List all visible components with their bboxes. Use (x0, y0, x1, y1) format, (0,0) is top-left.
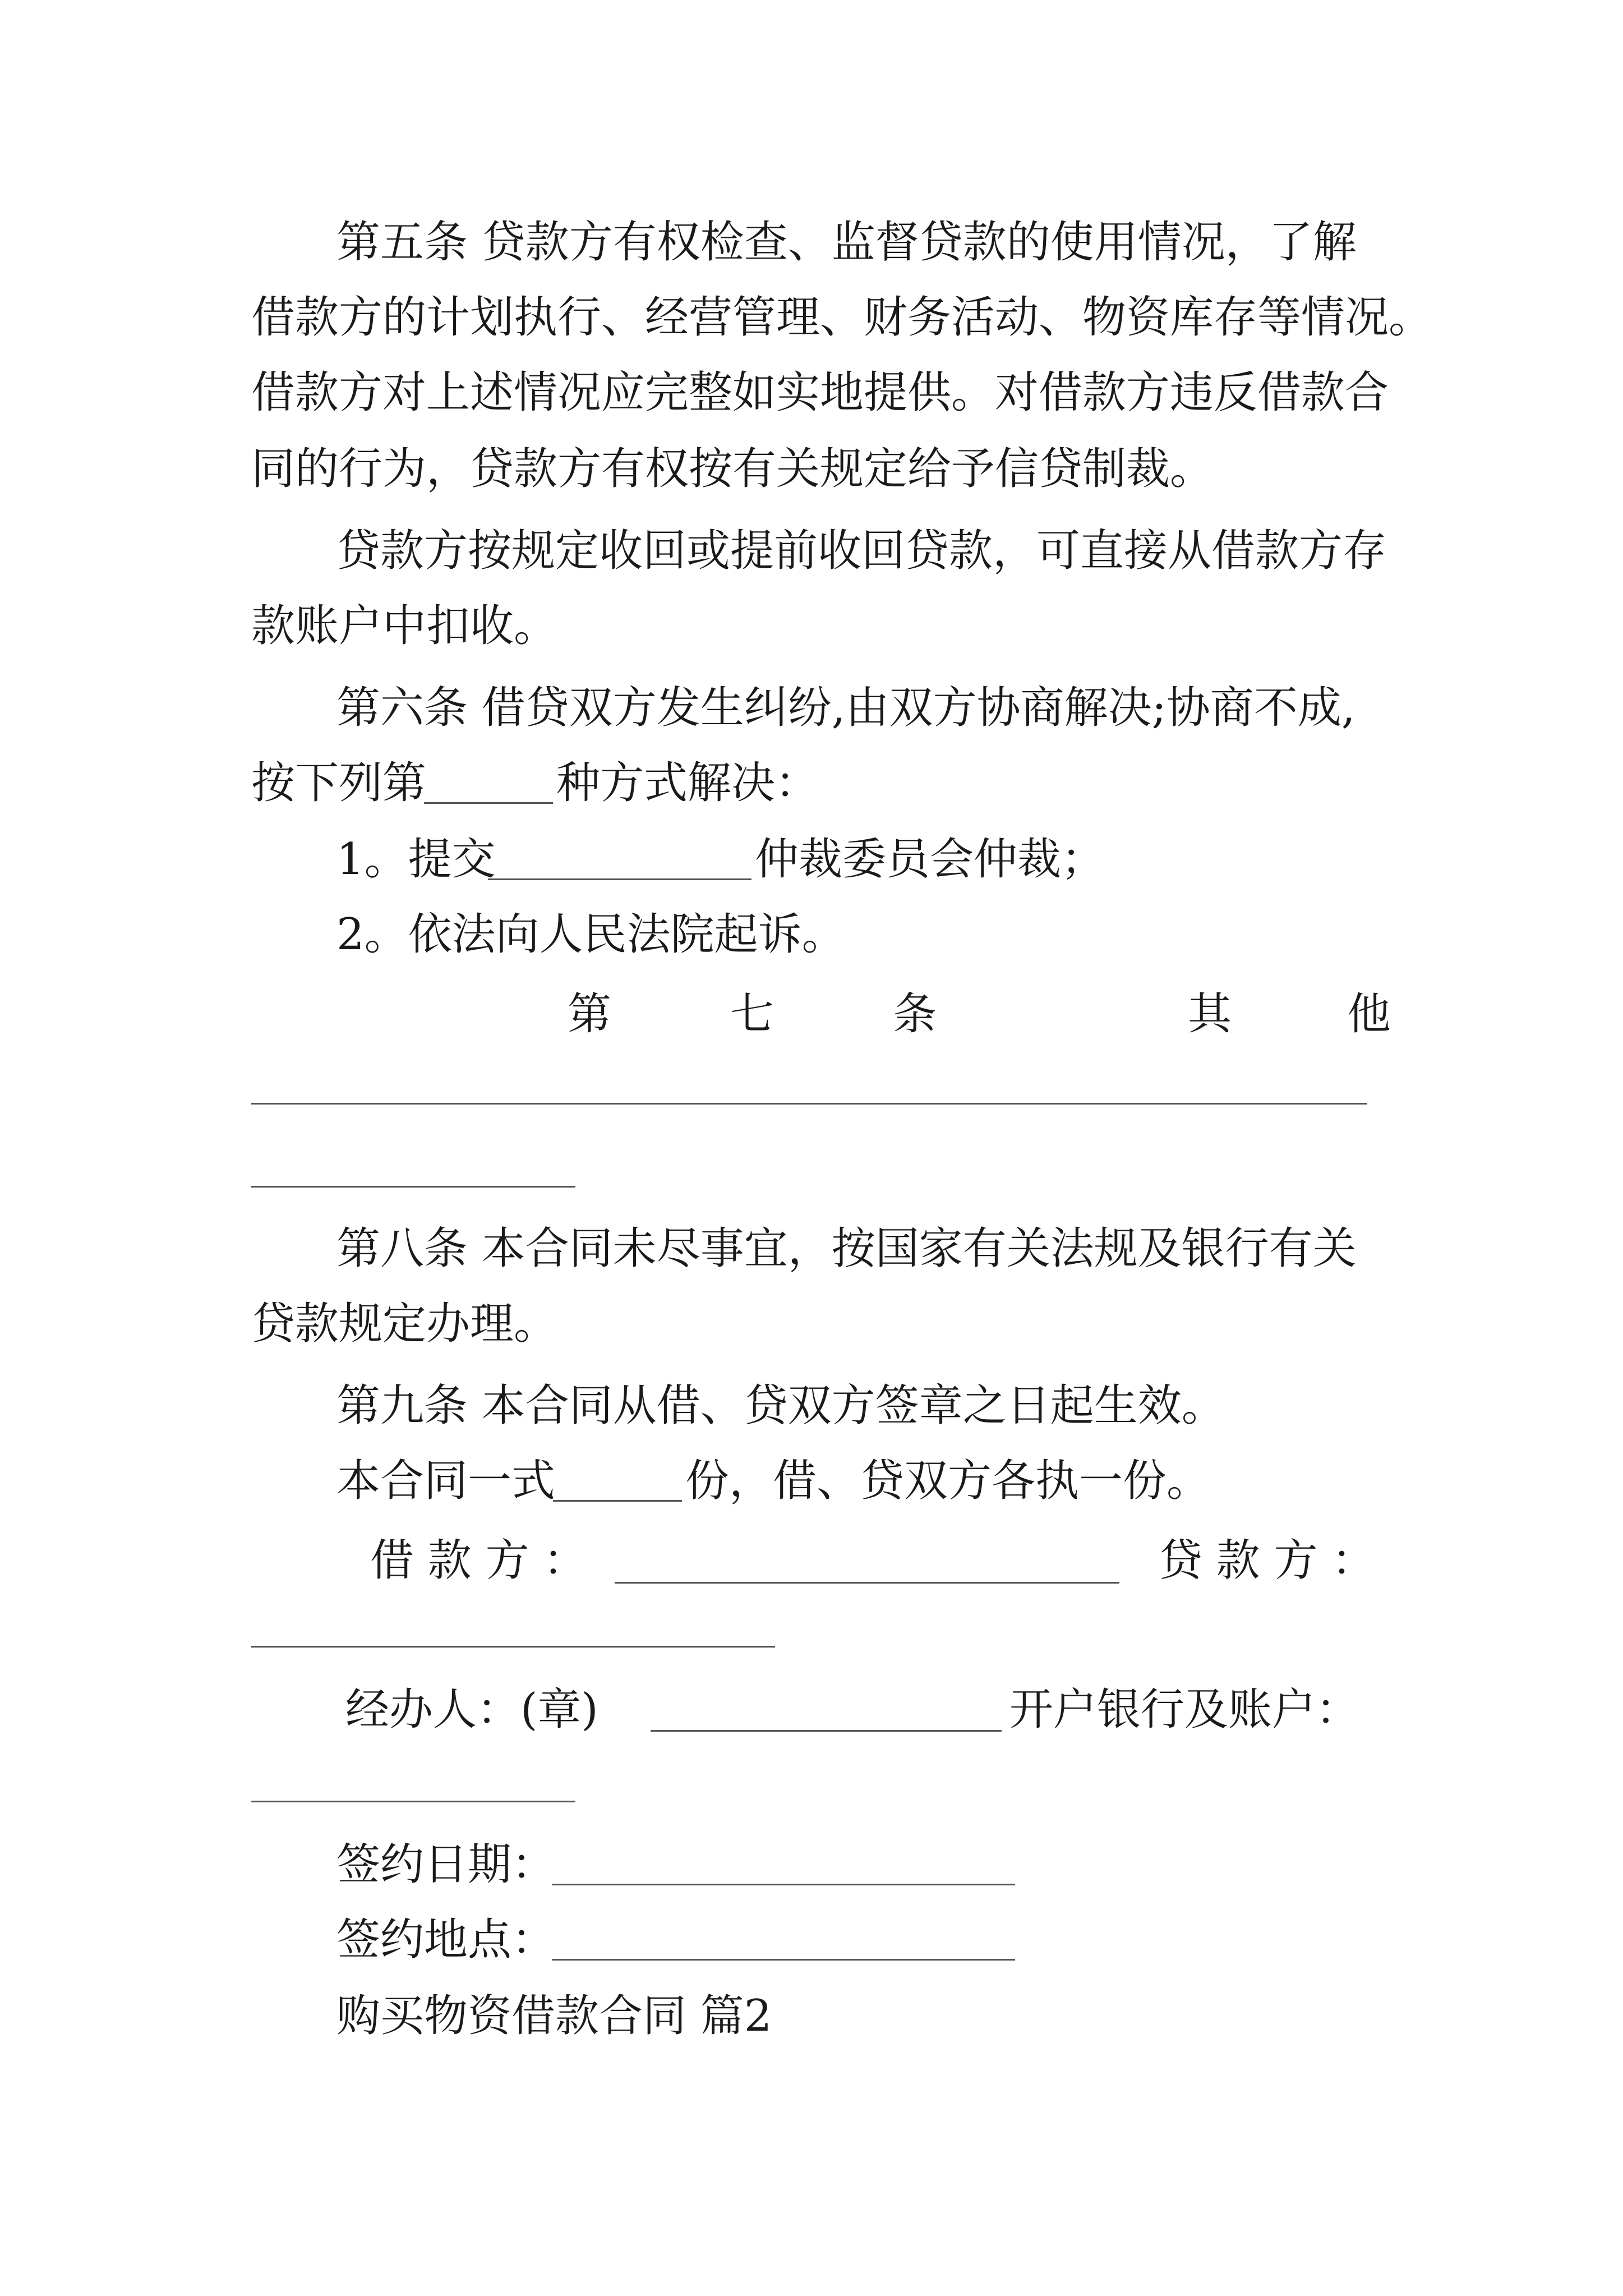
sign-date-line (0, 1825, 1623, 1904)
article-9-line (0, 1366, 1623, 1445)
article-6-text-2a: 按下列第 (251, 758, 427, 808)
option-1-text-a: 1。提交 (336, 834, 496, 885)
article-6-text-2b: 种方式解决： (556, 758, 819, 808)
agent-label: 经办人：(章) (345, 1685, 598, 1735)
blank-sign-date[interactable] (552, 1884, 1015, 1885)
blank-agent[interactable] (651, 1730, 1002, 1732)
article-5-line-4 (0, 430, 1623, 508)
article-5-text-4: 同的行为，贷款方有权按有关规定给予信贷制裁。 (251, 444, 1214, 494)
article-7-char-5: 他 (1347, 989, 1391, 1039)
article-8-text-2: 贷款规定办理。 (251, 1299, 558, 1349)
article-7-char-1: 第 (568, 989, 612, 1039)
bank-account-label: 开户银行及账户： (1009, 1685, 1360, 1735)
copies-text-b: 份，借、贷双方各执一份。 (685, 1456, 1211, 1506)
article-5-line-3 (0, 353, 1623, 432)
blank-other-terms-line-1[interactable] (251, 1103, 1367, 1105)
blank-sign-place[interactable] (552, 1959, 1015, 1961)
recovery-text-2: 款账户中扣收。 (251, 601, 558, 651)
option-2-line (0, 895, 1623, 974)
lender-label: 贷 款 方 ： (1159, 1535, 1376, 1586)
article-8-line-1 (0, 1209, 1623, 1288)
option-2-text: 2。依法向人民法院起诉。 (336, 909, 846, 960)
recovery-text-1: 贷款方按规定收回或提前收回贷款，可直接从借款方存 (336, 526, 1387, 576)
blank-lender[interactable] (251, 1646, 775, 1648)
copies-line (0, 1442, 1623, 1520)
blank-copies-count[interactable] (553, 1500, 682, 1502)
article-7-line (0, 975, 1623, 1053)
article-6-line-1 (0, 669, 1623, 747)
borrower-label: 借 款 方 ： (370, 1535, 587, 1586)
article-5-line-2 (0, 278, 1623, 357)
blank-bank-account[interactable] (251, 1801, 575, 1802)
sign-place-label: 签约地点： (336, 1915, 556, 1965)
parties-line (0, 1521, 1623, 1600)
article-8-line-2 (0, 1285, 1623, 1363)
recovery-line-2 (0, 587, 1623, 665)
recovery-line-1 (0, 512, 1623, 590)
article-5-line-1 (0, 203, 1623, 282)
sign-place-line (0, 1901, 1623, 1979)
article-7-char-3: 条 (893, 989, 937, 1039)
next-section-title: 购买物资借款合同 篇2 (336, 1991, 772, 2041)
next-section-line (0, 1977, 1623, 2055)
blank-other-terms-line-2[interactable] (251, 1186, 575, 1188)
sign-date-label: 签约日期： (336, 1839, 556, 1890)
article-6-line-2 (0, 744, 1623, 822)
article-8-text-1: 第八条 本合同未尽事宜，按国家有关法规及银行有关 (336, 1223, 1357, 1274)
blank-method-number[interactable] (424, 802, 553, 804)
article-9-text: 第九条 本合同从借、贷双方签章之日起生效。 (336, 1381, 1225, 1431)
article-5-text-2: 借款方的计划执行、经营管理、财务活动、物资库存等情况。 (251, 292, 1433, 343)
article-5-text-1: 第五条 贷款方有权检查、监督贷款的使用情况，了解 (336, 217, 1357, 268)
article-7-char-4: 其 (1188, 989, 1232, 1039)
article-5-text-3: 借款方对上述情况应完整如实地提供。对借款方违反借款合 (251, 367, 1389, 418)
article-6-text-1: 第六条 借贷双方发生纠纷,由双方协商解决;协商不成, (336, 683, 1355, 733)
blank-borrower[interactable] (615, 1582, 1119, 1584)
copies-text-a: 本合同一式 (336, 1456, 556, 1506)
article-7-char-2: 七 (730, 989, 774, 1039)
option-1-text-b: 仲裁委员会仲裁； (755, 834, 1105, 885)
blank-arbitration-committee[interactable] (488, 878, 751, 880)
option-1-line (0, 820, 1623, 899)
agent-line (0, 1671, 1623, 1749)
